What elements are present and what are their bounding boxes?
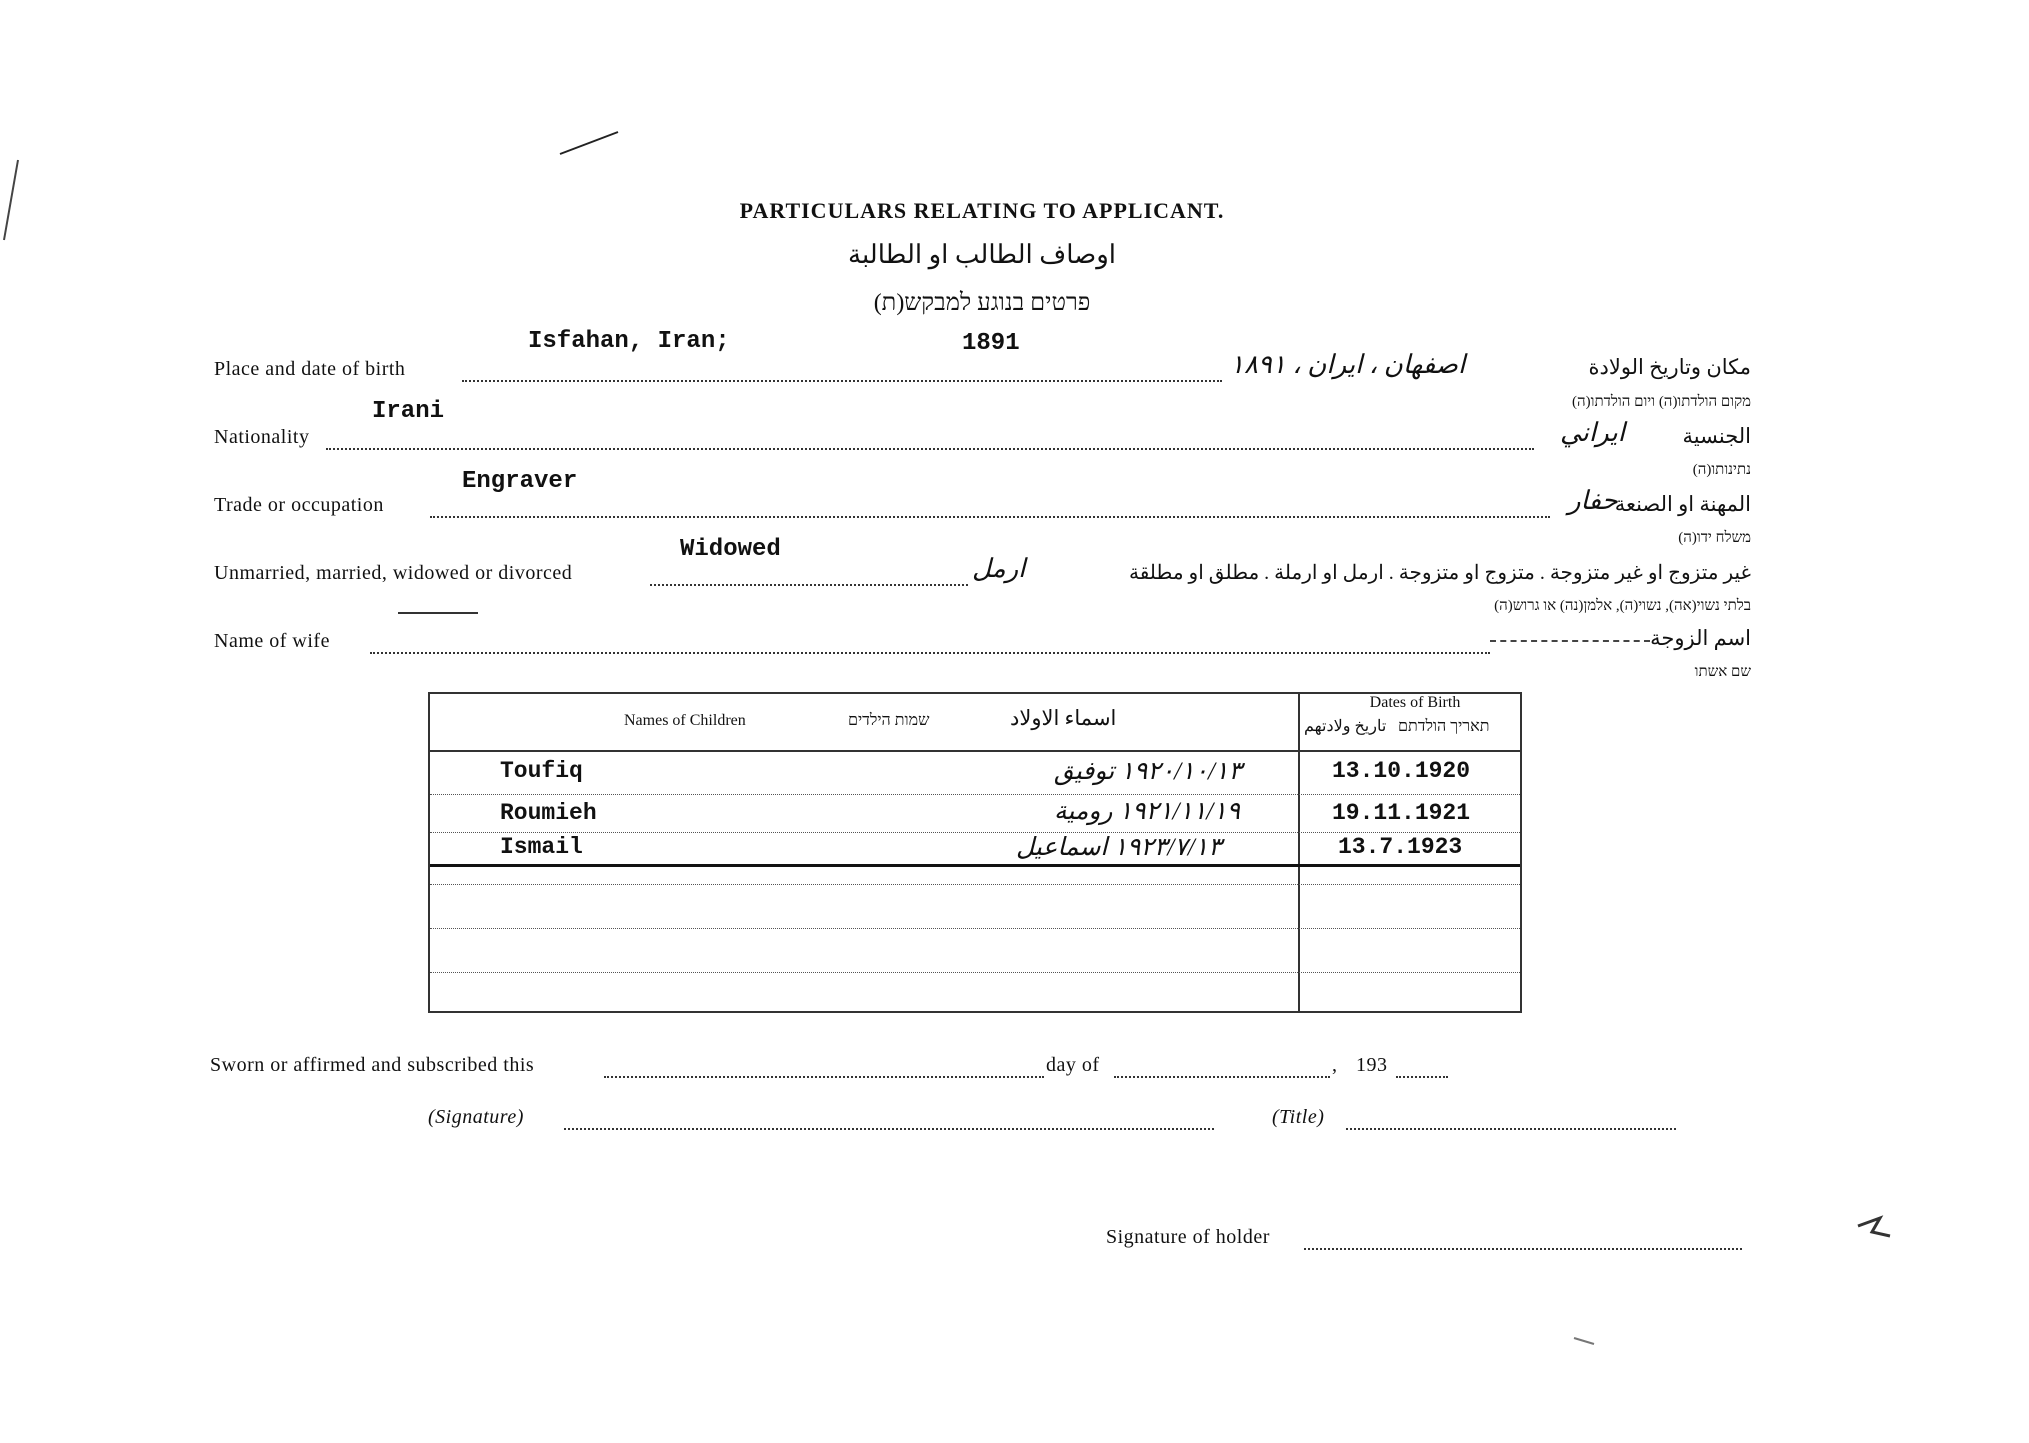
day-of-label: day of (1046, 1054, 1100, 1076)
form-title-hebrew: פרטים בנוגע למבקש(ת) (873, 290, 1091, 316)
nationality-label: Nationality (214, 426, 310, 448)
child-name: Ismail (500, 834, 583, 860)
form-title-arabic: اوصاف الطالب او الطالبة (848, 240, 1116, 269)
marital-label: Unmarried, married, widowed or divorced (214, 562, 573, 584)
sworn-label: Sworn or affirmed and subscribed this (210, 1054, 535, 1076)
wife-label-arabic: اسم الزوجة (1650, 626, 1751, 650)
nationality-typed: Irani (372, 398, 445, 425)
birth-year-typed: 1891 (962, 330, 1020, 357)
child-birth-date: 13.7.1923 (1338, 834, 1463, 860)
child-name-arabic: ١٩٢٠/١٠/١٣ توفيق (1054, 758, 1242, 785)
child-birth-date: 13.10.1920 (1332, 758, 1471, 784)
holder-signature-label: Signature of holder (1106, 1226, 1270, 1248)
child-birth-date: 19.11.1921 (1332, 800, 1471, 826)
birth-handwritten-arabic: اصفهان ، ايران ، ١٨٩١ (1230, 350, 1466, 379)
wife-label: Name of wife (214, 630, 330, 652)
header-dates-en: Dates of Birth (1369, 694, 1461, 711)
form-title: PARTICULARS RELATING TO APPLICANT. (739, 198, 1225, 223)
year-prefix: 193 (1356, 1054, 1388, 1076)
occupation-label: Trade or occupation (214, 494, 384, 516)
birth-label-arabic: مكان وتاريخ الولادة (1588, 355, 1751, 379)
header-names-en: Names of Children (624, 712, 746, 729)
child-name: Toufiq (500, 758, 583, 784)
birth-label-hebrew: מקום הולדתו(ה) ויום הולדתו(ה) (1572, 394, 1751, 410)
wife-label-hebrew: שם אשתו (1694, 664, 1751, 680)
nationality-label-arabic: الجنسية (1682, 424, 1751, 448)
signature-label: (Signature) (428, 1106, 524, 1128)
birth-place-typed: Isfahan, Iran; (528, 328, 730, 355)
title-label: (Title) (1272, 1106, 1325, 1128)
marital-typed: Widowed (680, 536, 781, 563)
occupation-typed: Engraver (462, 468, 578, 495)
marital-label-hebrew: בלתי נשוי(אה), נשוי(ה), אלמן(נה) או גרוש(ה) (1494, 598, 1751, 614)
marital-handwritten-arabic: ارمل (972, 554, 1026, 583)
nationality-label-hebrew: נתינותו(ה) (1692, 462, 1751, 478)
child-name-arabic: ١٩٢١/١١/١٩ رومية (1054, 798, 1241, 825)
birth-label: Place and date of birth (214, 358, 406, 380)
occupation-handwritten-arabic: حفار (1568, 486, 1618, 515)
occupation-label-arabic: المهنة او الصنعة (1614, 492, 1751, 516)
header-names-he: שמות הילדים (848, 712, 930, 729)
comma-separator: , (1332, 1054, 1338, 1076)
child-name: Roumieh (500, 800, 597, 826)
nationality-handwritten-arabic: ايراني (1560, 418, 1625, 447)
occupation-label-hebrew: משלח ידו(ה) (1678, 530, 1751, 546)
header-names-ar: اسماء الاولاد (1010, 706, 1117, 730)
child-name-arabic: ١٩٢٣/٧/١٣ اسماعيل (1016, 834, 1222, 861)
header-dates-ar: تاريخ ولادتهم (1304, 718, 1387, 735)
marital-label-arabic: غير متزوج او غير متزوجة . متزوج او متزوجة . ارمل او ارملة . مطلق او مطلقة (1128, 562, 1751, 584)
header-dates-he: תאריך הולדתם (1398, 718, 1490, 735)
